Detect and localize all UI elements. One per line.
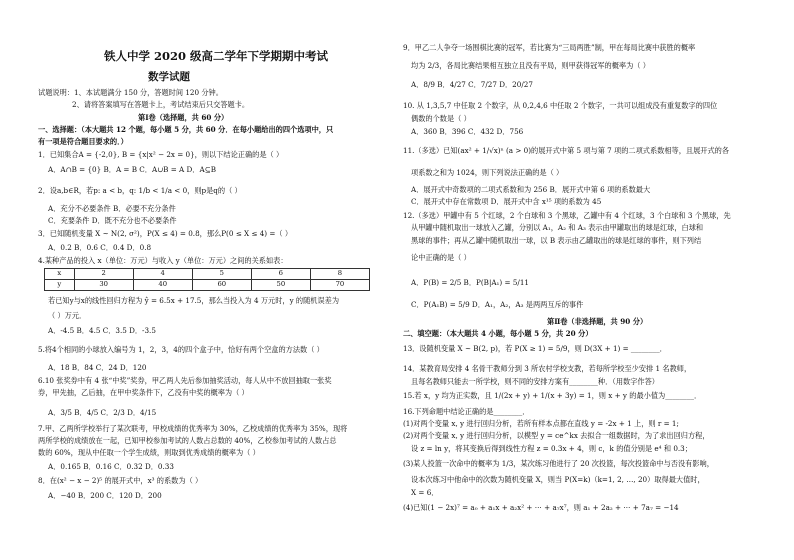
table-row: [45, 280, 370, 291]
question-line: 黑球的事件；再从乙罐中随机取出一球，以 B 表示由乙罐取出的球是红球的事件，则下列结: [411, 236, 702, 245]
instruction-line: 试题说明：1、本试题满分 150 分，答题时间 120 分钟。: [38, 88, 223, 97]
option-line: A．0.165 B．0.16 C．0.32 D．0.33: [48, 462, 174, 471]
question-line: 16.下列命题中结论正确的是________．: [403, 407, 530, 416]
statement-line: (2)对两个变量 x, y 进行回归分析，以模型 y = ce^kx 去拟合一组数据时，为了求出回归方程，: [403, 431, 710, 440]
question-line: 10. 从 1,3,5,7 中任取 2 个数字，从 0,2,4,6 中任取 2 个数字，一共可以组成没有重复数字的四位: [403, 101, 718, 110]
exam-subtitle: 数学试题: [148, 71, 190, 83]
option-line: A．A∩B = {0} B．A = B C．A∪B = A D．A⊆B: [48, 165, 216, 174]
section-heading: 有一项是符合题目要求的．）: [38, 137, 128, 146]
question-line: 11.（多选）已知(ax² + 1/√x)ⁿ (a > 0)的展开式中第 5 项与第 7 项的二项式系数相等，且展开式的各: [403, 146, 730, 155]
question-line: 论中正确的是（ ）: [411, 253, 471, 262]
statement-line: X = 6．: [411, 488, 439, 497]
question-line: 1．已知集合A = {-2,0}, B = {x|x² − 2x = 0}，则以下结论正确的是（ ）: [38, 150, 284, 159]
question-line: 5.将4个相同的小球放入编号为 1，2，3，4的四个盒子中，恰好有两个空盒的方法数（ ）: [38, 345, 324, 354]
table-cell: 2: [74, 269, 133, 280]
question-line: 2．设a,b∈R，若p: a < b，q: 1/b < 1/a < 0，则p是q的（ ）: [38, 186, 242, 195]
statement-line: 设 z = ln y，将其变换后得到线性方程 z = 0.3x + 4，则 c，k 的值分别是 e⁴ 和 0.3；: [411, 444, 692, 453]
data-table: [44, 268, 370, 291]
question-line: 且每名教师只能去一所学校，则不同的安排方案有________种．（用数字作答）: [411, 377, 659, 386]
question-line: 12.（多选）甲罐中有 5 个红球，2 个白球和 3 个黑球，乙罐中有 4 个红球，3 个白球和 3 个黑球，先: [403, 211, 731, 220]
option-line: A．18 B．84 C．24 D．120: [48, 363, 147, 372]
table-cell: 6: [251, 269, 310, 280]
question-line: 14．某教育局安排 4 名骨干教师分到 3 所农村学校支教，若每所学校至少安排 1 名教师，: [403, 364, 692, 373]
statement-line: (4)已知(1 − 2x)⁷ = a₀ + a₁x + a₂x² + ⋯ + a₇x⁷，则 a₁ + 2a₂ + ⋯ + 7a₇ = −14: [403, 503, 679, 512]
question-line: 若已知y与x的线性回归方程为 ŷ = 6.5x + 17.5，那么当投入为 4 万元时，y 的随机误差为: [48, 296, 340, 305]
table-cell: 30: [74, 280, 133, 291]
instruction-line: 2、请将答案填写在答题卡上，考试结束后只交答题卡。: [72, 100, 250, 109]
question-line: 6.10 张奖券中有 4 张“中奖”奖券，甲乙两人先后参加抽奖活动，每人从中不放回抽取一张奖: [38, 376, 332, 385]
question-line: 数的 60%，现从中任取一个学生成绩，则取到优秀成绩的概率为（ ）: [38, 448, 260, 457]
question-line: 9．甲乙二人争夺一场围棋比赛的冠军，若比赛为“三局两胜”制，甲在每局比赛中获胜的概率: [403, 43, 696, 52]
option-line: C．展开式中存在常数项 D．展开式中含 x¹⁵ 项的系数为 45: [411, 197, 602, 206]
question-line: 4.某种产品的投入 x（单位：万元）与收入 y（单位：万元）之间的关系如表：: [38, 256, 288, 265]
option-line: A．P(B) = 2/5 B．P(B|A₁) = 5/11: [411, 278, 529, 287]
option-line: A．-4.5 B．4.5 C．3.5 D．-3.5: [48, 326, 156, 335]
option-line: A．3/5 B．4/5 C．2/3 D．4/15: [48, 408, 157, 417]
question-line: 均为 2/3，各局比赛结果相互独立且没有平局，则甲获得冠军的概率为（ ）: [411, 61, 650, 70]
option-line: A．−40 B．200 C．120 D．200: [48, 491, 162, 500]
question-line: 8．在(x² − x − 2)⁵ 的展开式中，x³ 的系数为（ ）: [38, 476, 203, 485]
table-cell: x: [45, 269, 75, 280]
statement-line: 设本次练习中他命中的次数为随机变量 X，则当 P(X=k)（k=1, 2, …, 20）取得最大值时，: [411, 475, 705, 484]
question-line: 从甲罐中随机取出一球放入乙罐，分别以 A₁，A₂ 和 A₃ 表示由甲罐取出的球是红球，白球和: [411, 223, 704, 232]
question-line: 3．已知随机变量 X ~ N(2, σ²)，P(X ≤ 4) = 0.8，那么P(0 ≤ X ≤ 4) =（ ）: [38, 229, 293, 238]
table-cell: 8: [310, 269, 369, 280]
statement-line: (3)某人投篮一次命中的概率为 1/3，某次练习他进行了 20 次投篮，每次投篮命中与否没有影响，: [403, 459, 714, 468]
option-line: C．充要条件 D．既不充分也不必要条件: [48, 216, 177, 225]
question-line: 15.若 x，y 均为正实数，且 1/(2x + y) + 1/(x + 3y) = 1，则 x + y 的最小值为________．: [403, 391, 702, 400]
table-cell: 50: [251, 280, 310, 291]
question-line: （ ）万元．: [48, 311, 87, 320]
option-line: A．0.2 B．0.6 C．0.4 D．0.8: [48, 243, 152, 252]
section-heading: 一、选择题：（本大题共 12 个题，每小题 5 分，共 60 分．在每小题给出的四个选项中，只: [38, 125, 334, 134]
question-line: 7.甲、乙两所学校举行了某次联考，甲校成绩的优秀率为 30%，乙校成绩的优秀率为 35%，现将: [38, 424, 348, 433]
option-line: A．展开式中奇数项的二项式系数和为 256 B．展开式中第 6 项的系数最大: [411, 185, 651, 194]
table-cell: y: [45, 280, 75, 291]
section-heading: 二、填空题：（本大题共 4 小题，每小题 5 分，共 20 分）: [403, 329, 593, 338]
statement-line: (1)对两个变量 x, y 进行回归分析，若所有样本点都在直线 y = -2x + 1 上，则 r = 1;: [403, 419, 679, 428]
volume-heading: 第Ⅰ卷（选择题，共 60 分）: [138, 113, 229, 122]
question-line: 两所学校的成绩放在一起，已知甲校参加考试的人数占总数的 40%，乙校参加考试的人数占总: [38, 436, 337, 445]
table-cell: 4: [133, 269, 192, 280]
question-line: 券，甲先抽，乙后抽，在甲中奖条件下，乙没有中奖的概率为（ ）: [38, 388, 249, 397]
table-cell: 60: [192, 280, 251, 291]
option-line: A．8/9 B．4/27 C．7/27 D．20/27: [411, 80, 533, 89]
table-cell: 40: [133, 280, 192, 291]
option-line: A．充分不必要条件 B．必要不充分条件: [48, 204, 176, 213]
option-line: C．P(A₁B) = 5/9 D．A₁，A₂，A₃ 是两两互斥的事件: [411, 300, 584, 309]
question-line: 偶数的个数是（ ）: [411, 114, 471, 123]
exam-title: 铁人中学 2020 级高二学年下学期期中考试: [104, 49, 329, 63]
table-cell: 5: [192, 269, 251, 280]
question-line: 项系数之和为 1024，则下列说法正确的是（ ）: [411, 168, 564, 177]
option-line: A．360 B．396 C．432 D．756: [411, 127, 524, 136]
question-line: 13．设随机变量 X ~ B(2, p)，若 P(X ≥ 1) = 5/9，则 D(3X + 1) = ________．: [403, 344, 667, 353]
table-row: [45, 269, 370, 280]
volume-heading: 第Ⅱ卷（非选择题，共 90 分）: [547, 317, 648, 326]
table-cell: 70: [310, 280, 369, 291]
